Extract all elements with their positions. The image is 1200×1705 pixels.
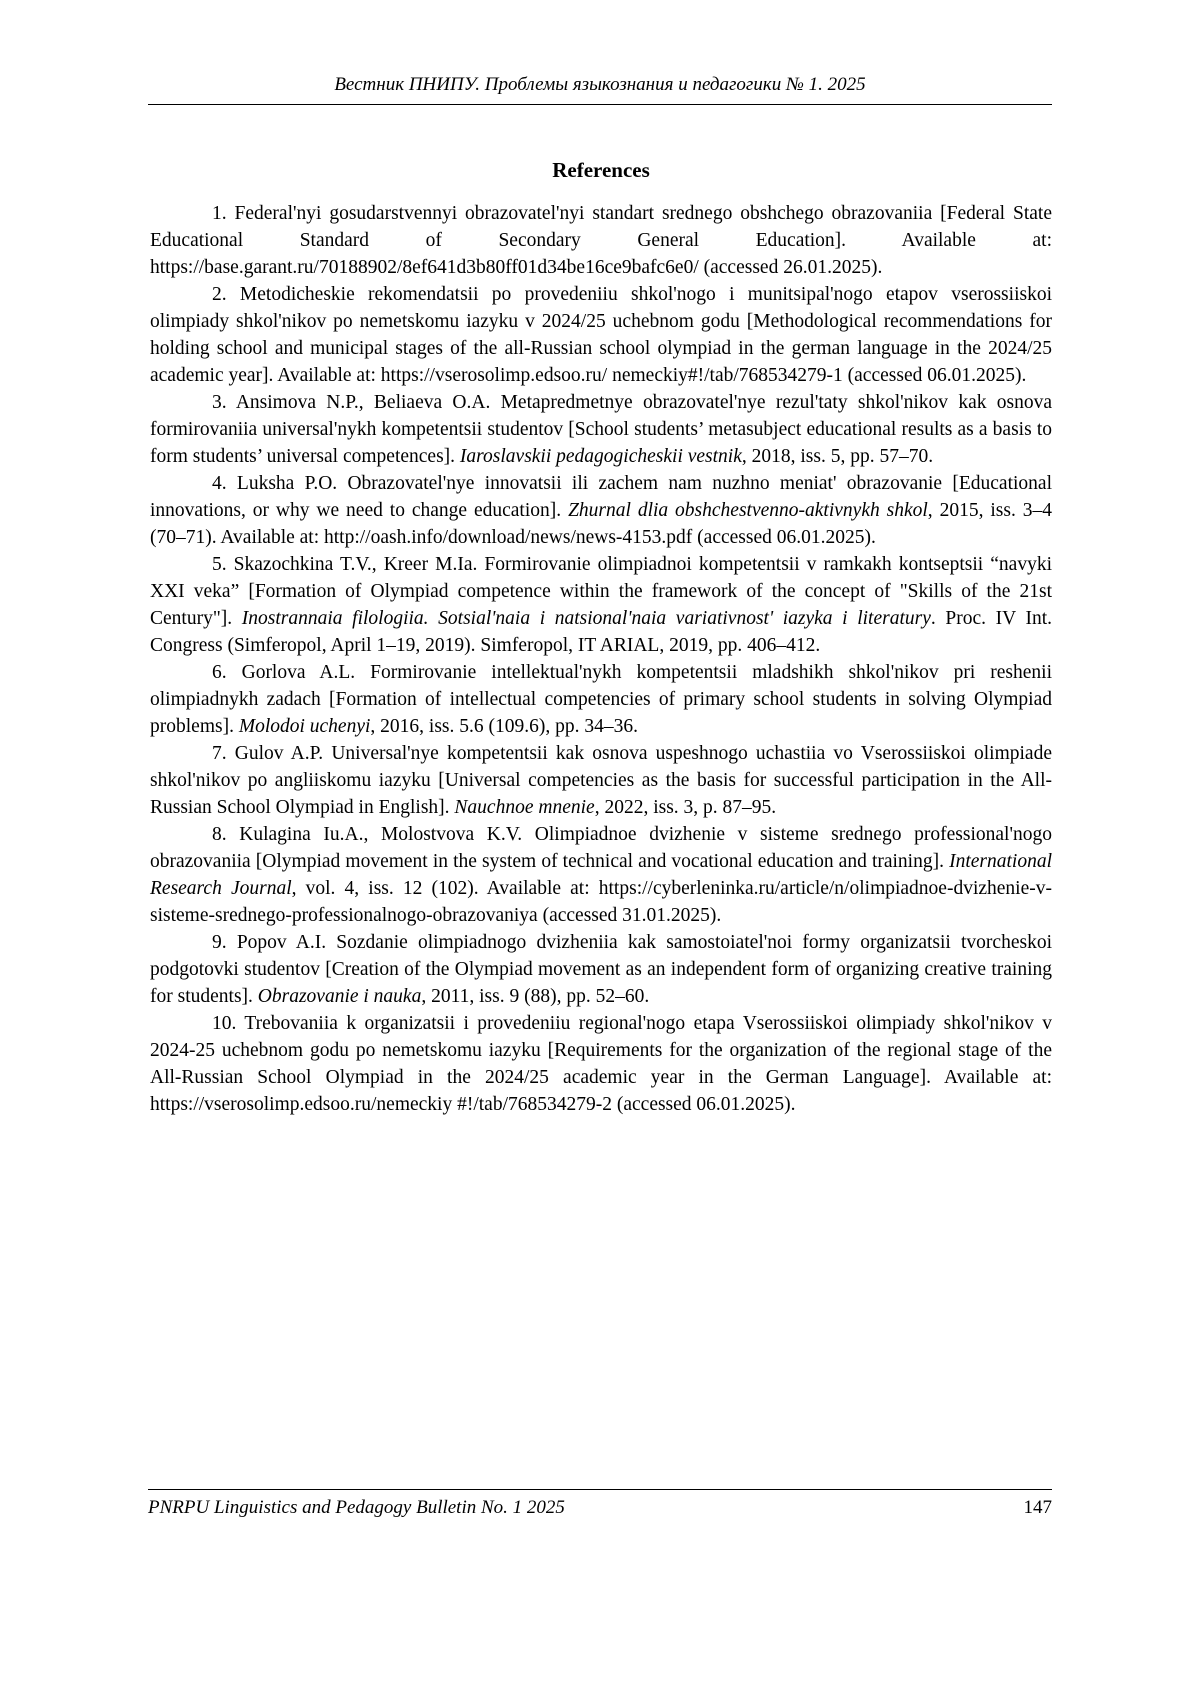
references-section <box>150 158 1052 1118</box>
reference-text: 1. Federal'nyi gosudarstvennyi obrazovatel'nyi standart srednego obshchego obrazovaniia [Federal State Educational Standard of Secondary General Education]. Available at: https://base.garant.ru/70188902/8ef641d3b80ff01d34be16ce9bafc6e0/ (accessed 26.01.2025). <box>150 203 1052 278</box>
reference-text: 7. Gulov A.P. Universal'nye kompetentsii kak osnova uspeshnogo uchastiia vo Vserossiiskoi olimpiade shkol'nikov po angliiskomu iazyku [Universal competencies as the basis for successful participation in the All-Russian School Olympiad in English]. <box>150 743 1052 818</box>
page-number: 147 <box>1023 1497 1052 1518</box>
reference-text: 8. Kulagina Iu.A., Molostvova K.V. Olimpiadnoe dvizhenie v sisteme srednego professional'nogo obrazovaniia [Olympiad movement in the system of technical and vocational education and training]. <box>150 824 1052 872</box>
reference-source-italic: Obrazovanie i nauka <box>257 986 422 1007</box>
reference-item <box>150 929 1052 1010</box>
reference-text: 2. Metodicheskie rekomendatsii po provedeniiu shkol'nogo i munitsipal'nogo etapov vserossiiskoi olimpiady shkol'nikov po nemetskomu iazyku v 2024/25 uchebnom godu [Methodological recommendations for holding school and municipal stages of the all-Russian school olympiad in the german language in the 2024/25 academic year]. Available at: https://vserosolimp.edsoo.ru/ nemeckiy#!/tab/768534279-1 (accessed 06.01.2025). <box>150 284 1052 386</box>
reference-item <box>150 281 1052 389</box>
reference-text: 9. Popov A.I. Sozdanie olimpiadnogo dvizheniia kak samostoiatel'noi formy organizatsii tvorcheskoi podgotovki studentov [Creation of the Olympiad movement as an independent form of organizing creative training for students]. <box>150 932 1052 1007</box>
reference-source-italic: Nauchnoe mnenie <box>454 797 595 818</box>
reference-text: . Proc. IV Int. Congress (Simferopol, April 1–19, 2019). Simferopol, IT ARIAL, 2019, pp. 406–412. <box>150 608 1053 656</box>
reference-text: 5. Skazochkina T.V., Kreer M.Ia. Formirovanie olimpiadnoi kompetentsii v ramkakh kontseptsii “navyki XXI veka” [Formation of Olympiad competence within the framework of the concept of "Skills of the 21st Century"]. <box>150 554 1052 629</box>
reference-item <box>150 1010 1052 1118</box>
reference-text: , 2018, iss. 5, pp. 57–70. <box>741 446 934 467</box>
reference-text: , 2011, iss. 9 (88), pp. 52–60. <box>421 986 650 1007</box>
running-head: Вестник ПНИПУ. Проблемы языкознания и педагогики № 1. 2025 <box>148 74 1052 105</box>
footer-journal-title: PNRPU Linguistics and Pedagogy Bulletin No. 1 2025 <box>148 1497 565 1518</box>
reference-text: 4. Luksha P.O. Obrazovatel'nye innovatsii ili zachem nam nuzhno meniat' obrazovanie [Educational innovations, or why we need to change education]. <box>150 473 1052 521</box>
reference-source-italic: Zhurnal dlia obshchestvenno-aktivnykh shkol <box>568 500 928 521</box>
reference-text: 3. Ansimova N.P., Beliaeva O.A. Metapredmetnye obrazovatel'nye rezul'taty shkol'nikov kak osnova formirovaniia universal'nykh kompetentsii studentov [School students’ metasubject educational results as a basis to form students’ universal competences]. <box>150 392 1052 467</box>
reference-source-italic: Iaroslavskii pedagogicheskii vestnik <box>459 446 742 467</box>
reference-source-italic: Inostrannaia filologiia. Sotsial'naia i natsional'naia variativnost' iazyka i literatury <box>241 608 931 629</box>
reference-item <box>150 821 1052 929</box>
reference-text: 6. Gorlova A.L. Formirovanie intellektual'nykh kompetentsii mladshikh shkol'nikov pri reshenii olimpiadnykh zadach [Formation of intellectual competencies of primary school students in solving Olympiad problems]. <box>150 662 1052 737</box>
reference-text: , vol. 4, iss. 12 (102). Available at: https://cyberleninka.ru/article/n/olimpiadnoe-dvizhenie-v-sisteme-srednego-professionalnogo-obrazovaniya (accessed 31.01.2025). <box>150 878 1052 926</box>
reference-item <box>150 389 1052 470</box>
references-list <box>150 200 1052 1118</box>
reference-item <box>150 659 1052 740</box>
reference-item <box>150 470 1052 551</box>
reference-text: , 2016, iss. 5.6 (109.6), pp. 34–36. <box>370 716 639 737</box>
reference-item <box>150 740 1052 821</box>
page-footer <box>148 1489 1052 1519</box>
reference-text: 10. Trebovaniia k organizatsii i provedeniiu regional'nogo etapa Vserossiiskoi olimpiady shkol'nikov v 2024-25 uchebnom godu po nemetskomu iazyku [Requirements for the organization of the regional stage of the All-Russian School Olympiad in the 2024/25 academic year in the German Language]. Available at: https://vserosolimp.edsoo.ru/nemeckiy #!/tab/768534279-2 (accessed 06.01.2025). <box>150 1013 1052 1115</box>
reference-item <box>150 551 1052 659</box>
reference-source-italic: Molodoi uchenyi <box>238 716 371 737</box>
reference-source-italic: International Research Journal <box>150 851 1052 899</box>
reference-text: , 2022, iss. 3, p. 87–95. <box>594 797 777 818</box>
reference-text: , 2015, iss. 3–4 (70–71). Available at: http://oash.info/download/news/news-4153.pdf (accessed 06.01.2025). <box>150 500 1052 548</box>
section-title: References <box>552 158 650 182</box>
reference-item <box>150 200 1052 281</box>
